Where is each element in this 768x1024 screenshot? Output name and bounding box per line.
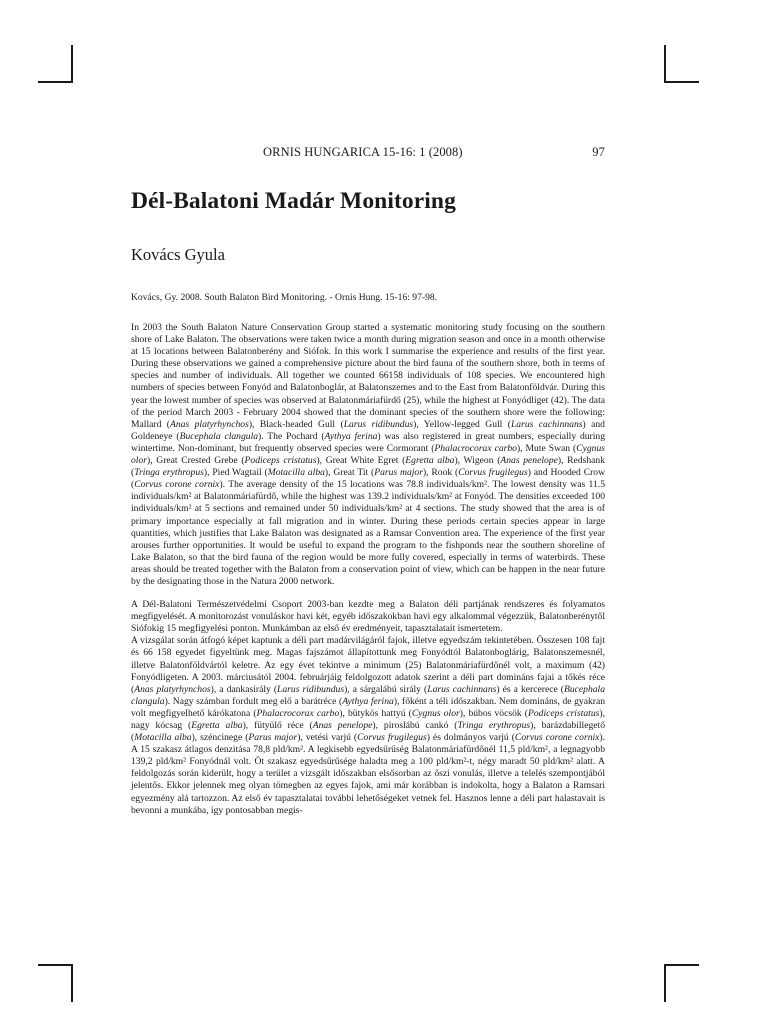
body-text: ), főként a téli időszakban. Nem domináns, de gyakran volt megfigyelhető kárókatona ( — [131, 695, 606, 719]
species-name: Corvus corone cornix — [514, 732, 600, 744]
species-name: Larus ridibundus — [343, 418, 414, 430]
species-name: Anas platyrhynchos — [170, 418, 249, 430]
abstract-text: ), Great Crested Grebe ( — [147, 455, 245, 467]
species-name: Anas penelope — [500, 455, 558, 467]
body-text: ), nagy kócsag ( — [131, 707, 605, 731]
species-name: Bucephala clangula — [131, 683, 605, 707]
species-name: Motacilla alba — [134, 732, 192, 744]
abstract-text: ), Mute Swan ( — [516, 442, 577, 454]
crop-mark-top-right — [664, 81, 699, 83]
hungarian-body-text — [131, 599, 605, 817]
species-name: Egretta alba — [191, 720, 243, 731]
body-text: A Dél-Balatoni Természetvédelmi Csoport 2003-ban kezdte meg a Balaton déli partjának rendszeres és folyamatos megfigyelését. A monitorozást vonuláskor havi két, egyéb időszakokban havi egy alkalommal végezzük, Balatonberénytől Siófokig 15 megfigyelési ponton. Munkámban az első év eredményeit, tapasztalatait ismertetem. — [131, 599, 605, 635]
species-name: Aythya ferina — [342, 695, 394, 707]
crop-mark-top-left — [71, 45, 73, 82]
abstract-text: ), Redshank ( — [131, 455, 605, 479]
abstract-text: ), Wigeon ( — [454, 455, 501, 467]
species-name: Podiceps cristatus — [244, 455, 317, 467]
body-text: ), vetési varjú ( — [297, 732, 358, 744]
crop-mark-bottom-left — [71, 964, 73, 1002]
species-name: Larus cachinnans — [510, 418, 583, 430]
article-title: Dél-Balatoni Madár Monitoring — [131, 188, 456, 214]
abstract-text: ) was also registered in great numbers, especially during wintertime. Non-dominant, but frequently observed species were Cormorant ( — [131, 430, 606, 454]
crop-mark-top-right — [664, 45, 666, 82]
abstract-text: ). The average density of the 15 locations was 78.8 individuals/km². The lowest density was 11.5 individuals/km² at Balatonmáriafürdő, while the highest was 139.2 individuals/km² at Fonyód. The densities exceeded 100 individuals/km² at 5 sections and remained under 50 individuals/km² at 4 sections. The study showed that the area is of primary importance especially at fall migration and in winter. During these periods certain species appear in large quantities, which justifies that Lake Balaton was designated as a Ramsar Convention area. The experience of the first year arouses further opportunities. It would be useful to expand the program to the fishponds near the southern shoreline of Lake Balaton, so that the bird fauna of the region would be more fully covered, especially in terms of waterbirds. These areas should be treated together with the Balaton from a conservation point of view, which can be happen in the near future by the designating those in the Natura 2000 network. — [131, 479, 605, 587]
species-name: Parus major — [374, 467, 423, 479]
abstract-text: ), Great Tit ( — [324, 467, 375, 479]
body-text: ), széncinege ( — [191, 732, 249, 744]
crop-mark-bottom-right — [664, 964, 699, 966]
species-name: Anas platyrhynchos — [134, 683, 211, 695]
page-number: 97 — [592, 145, 605, 159]
crop-mark-bottom-right — [664, 964, 666, 1002]
journal-reference: ORNIS HUNGARICA 15-16: 1 (2008) — [263, 145, 463, 159]
body-text: ) és dolmányos varjú ( — [426, 732, 515, 744]
species-name: Anas penelope — [312, 720, 373, 731]
body-text: ), fütyülő réce ( — [242, 720, 313, 731]
abstract-text: ), Yellow-legged Gull ( — [413, 418, 511, 430]
species-name: Phalacrocorax carbo — [256, 707, 340, 719]
abstract-text: ), Great White Egret ( — [316, 455, 406, 467]
body-text: ), barázdabillegető ( — [131, 720, 606, 744]
abstract-text: In 2003 the South Balaton Nature Conservation Group started a systematic monitoring study focusing on the southern shore of Lake Balaton. The observations were taken twice a month during migration season and once in a month otherwise at 15 locations between Balatonberény and Siófok. In this work I summarise the experience and results of the first year. During these observations we gained a comprehensive picture about the bird fauna of the southern shore, both in terms of species and number of individuals. All together we counted 66158 individuals of 108 species. We encountered high numbers of species between Fonyód and Balatonboglár, at Balatonszemes and to the East from Balatonföldvár. During this year the lowest number of species was observed at Balatonmáriafürdő (25), while the highest at Fonyódliget (42). The data of the period March 2003 - February 2004 showed that the dominant species of the southern shore were the following: Mallard ( — [131, 322, 605, 430]
species-name: Cygnus olor — [131, 442, 605, 467]
species-name: Larus cachinnans — [427, 683, 497, 695]
abstract-text: ), Pied Wagtail ( — [203, 467, 268, 479]
species-name: Aythya ferina — [324, 430, 378, 442]
body-text: A vizsgálat során átfogó képet kaptunk a déli part madárvilágáról fajok, illetve egyedszám tekintetében. Összesen 108 fajt és 66 158 egyedet figyeltünk meg. Magas fajszámot állapítottunk meg Fonyódtól Balatonboglárig, Balatonszemesnél, illetve Balatonföldvártól keletre. Az egy évet tekintve a minimum (25) Balatonmáriafürdőnél volt, a maximum (42) Fonyódligeten. A 2003. márciusától 2004. februárjáig feldolgozott adatok szerint a déli part domináns fajai a tőkés réce ( — [131, 635, 605, 695]
body-text: ). A 15 szakasz átlagos denzitása 78,8 pld/km². A legkisebb egyedsűrűség Balatonmáriafürdőnél 11,5 pld/km², a legnagyobb 139,2 pld/km² Fonyódnál volt. Öt szakasz egyedsűrűsége haladta meg a 100 pld/km²-t, négy maradt 50 pld/km² alatt. A feldolgozás során kiderült, hogy a terület a vizsgált időszakban elsősorban az őszi vonulás, illetve a telelés szempontjából jelentős. Ekkor jelennek meg olyan tömegben az egyes fajok, ami már korábban is indokolta, hogy a Balaton a Ramsari egyezmény alá tartozzon. Az első év tapasztalatai további lehetőségeket vetnek fel. Hasznos lenne a déli part halastavait is bevonni a munkába, így pontosabban megis- — [131, 732, 606, 816]
body-text: ), piroslábú cankó ( — [372, 720, 458, 731]
species-name: Larus ridibundus — [277, 683, 345, 695]
species-name: Egretta alba — [405, 455, 455, 467]
species-name: Parus major — [248, 732, 298, 744]
body-text: ), búbos vöcsök ( — [459, 707, 529, 719]
species-name: Corvus frugilegus — [458, 467, 528, 479]
species-name: Podiceps cristatus — [528, 707, 600, 719]
body-text: ), a sárgalábú sirály ( — [344, 683, 428, 695]
running-head — [131, 140, 605, 162]
abstract-text: ). The Pochard ( — [258, 430, 325, 442]
article-page — [131, 140, 605, 817]
english-abstract — [131, 322, 605, 588]
species-name: Phalacrocorax carbo — [434, 442, 517, 454]
species-name: Tringa erythropus — [134, 467, 204, 479]
body-text: ). Nagy számban fordult meg elő a barátréce ( — [164, 695, 343, 707]
body-text: ), a dankasirály ( — [210, 683, 278, 695]
species-name: Corvus corone cornix — [134, 479, 220, 491]
abstract-text: ), Rook ( — [422, 467, 459, 479]
species-name: Bucephala clangula — [179, 430, 259, 442]
article-citation: Kovács, Gy. 2008. South Balaton Bird Monitoring. - Ornis Hung. 15-16: 97-98. — [131, 292, 438, 303]
crop-mark-top-left — [38, 81, 73, 83]
species-name: Motacilla alba — [267, 467, 325, 479]
species-name: Corvus frugilegus — [357, 732, 427, 744]
article-author: Kovács Gyula — [131, 245, 225, 264]
abstract-text: ) and Goldeneye ( — [131, 418, 605, 442]
species-name: Cygnus olor — [411, 707, 460, 719]
crop-mark-bottom-left — [38, 964, 73, 966]
abstract-text: ) and Hooded Crow ( — [131, 467, 606, 491]
species-name: Tringa erythropus — [457, 720, 531, 731]
abstract-text: ), Black-headed Gull ( — [248, 418, 344, 430]
body-text: ) és a kercerece ( — [496, 683, 564, 695]
body-text: ), bütykös hattyú ( — [339, 707, 412, 719]
